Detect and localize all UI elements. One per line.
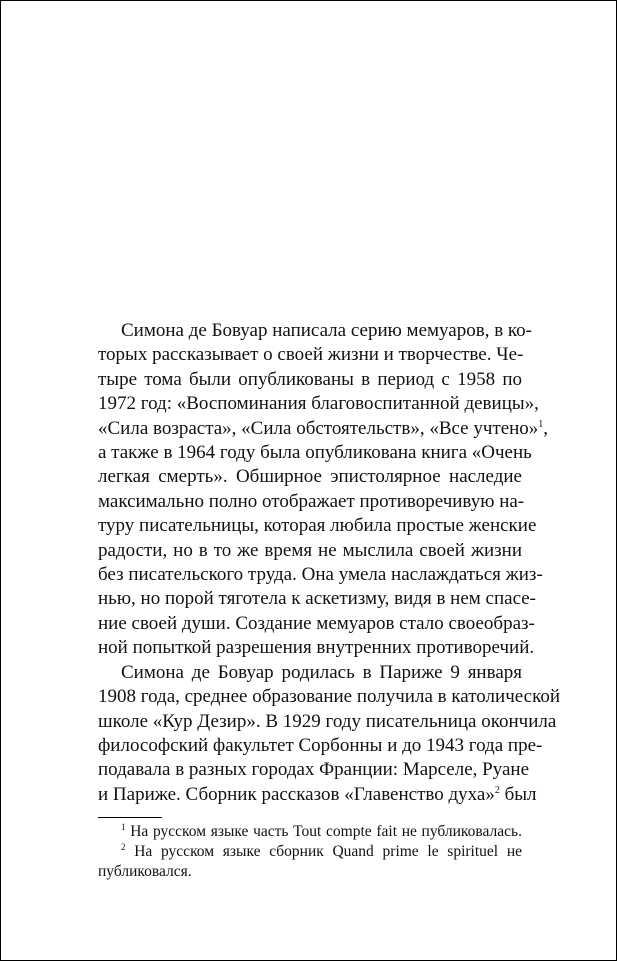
- line-text: подавала в разных городах Франции: Марселе, Руане: [98, 759, 530, 781]
- line-text: без писательского труда. Она умела наслаждаться жиз-: [98, 564, 543, 586]
- line-text: ние своей души. Создание мемуаров стало своеобраз-: [98, 612, 535, 634]
- text-line: [98, 710, 557, 734]
- main-text: [98, 319, 561, 807]
- text-line: [98, 661, 522, 685]
- line-text: а также в 1964 году была опубликована книга «Очень: [98, 442, 532, 464]
- text-line: [98, 392, 539, 416]
- text-line: [98, 368, 522, 392]
- text-line: [98, 734, 543, 758]
- text-line: [98, 783, 537, 807]
- text-line: [98, 636, 535, 660]
- text-line: [98, 539, 522, 563]
- line-text: 1972 год: «Воспоминания благовоспитанной девицы»,: [98, 393, 539, 415]
- text-line: [98, 465, 522, 489]
- text-line: [98, 685, 561, 709]
- line-text: философский факультет Сорбонны и до 1943 года пре-: [98, 734, 543, 756]
- text-line: [98, 514, 537, 538]
- footnote-line: [98, 842, 522, 862]
- line-text: тыре тома были опубликованы в период с 1958 по: [98, 368, 522, 390]
- line-text: торых рассказывает о своей жизни и творчестве. Че-: [98, 344, 524, 366]
- text-line: [98, 612, 535, 636]
- line-text: Симона де Бовуар родилась в Париже 9 января: [121, 661, 522, 683]
- line-text-after: был: [499, 783, 537, 805]
- footnote-number: 1: [121, 822, 126, 832]
- text-line: [98, 417, 549, 441]
- text-line: [98, 758, 530, 782]
- line-text: радости, но в то же время не мыслила своей жизни: [98, 539, 522, 561]
- text-line: [98, 441, 532, 465]
- line-text: «Сила возраста», «Сила обстоятельств», «Все учтено»: [98, 417, 539, 439]
- text-line: [98, 490, 525, 514]
- footnote-separator: [98, 817, 162, 818]
- footnote-ref: 1: [538, 418, 544, 430]
- footnote-ref: 2: [494, 784, 500, 796]
- text-line: [98, 319, 533, 343]
- line-text-after: ,: [543, 417, 549, 439]
- footnote-text: публиковался.: [98, 863, 192, 880]
- footnotes: [98, 822, 522, 882]
- line-text: легкая смерть». Обширное эпистолярное наследие: [98, 466, 522, 488]
- footnote-text: На русском языке сборник Quand prime le spirituel не: [134, 843, 522, 860]
- footnote-number: 2: [121, 842, 126, 852]
- text-line: [98, 587, 537, 611]
- line-text: максимально полно отображает противоречивую на-: [98, 490, 525, 512]
- line-text: 1908 года, среднее образование получила в католической: [98, 686, 561, 708]
- line-text: и Париже. Сборник рассказов «Главенство духа»: [98, 783, 495, 805]
- footnote-text: На русском языке часть Tout compte fait не публиковалась.: [130, 823, 522, 840]
- text-line: [98, 563, 543, 587]
- text-line: [98, 343, 522, 367]
- line-text: Симона де Бовуар написала серию мемуаров, в ко-: [121, 320, 533, 341]
- line-text: ной попыткой разрешения внутренних противоречий.: [98, 637, 535, 659]
- line-text: туру писательницы, которая любила простые женские: [98, 515, 537, 537]
- line-text: школе «Кур Дезир». В 1929 году писательница окончила: [98, 710, 557, 732]
- footnote-line: [98, 822, 522, 842]
- footnote-line: [98, 862, 522, 882]
- line-text: нью, но порой тяготела к аскетизму, видя в нем спасе-: [98, 588, 537, 610]
